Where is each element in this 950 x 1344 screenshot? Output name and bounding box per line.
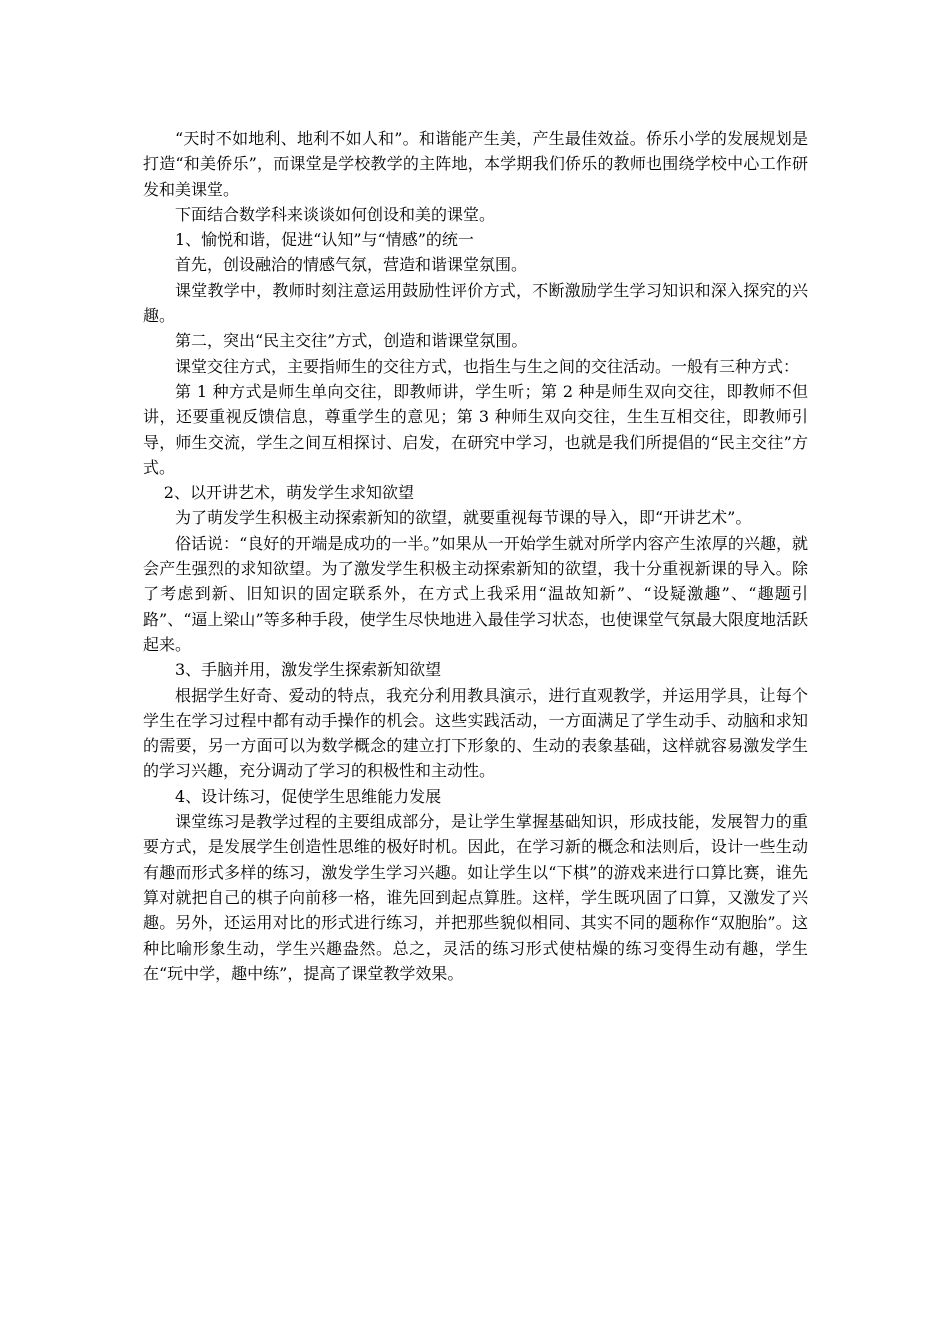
intro-transition: 下面结合数学科来谈谈如何创设和美的课堂。: [175, 204, 496, 224]
paragraph: 为了萌发学生积极主动探索新知的欲望，就要重视每节课的导入，即“开讲艺术”。: [175, 508, 752, 528]
paragraph: 课堂交往方式，主要指师生的交往方式，也指生与生之间的交往活动。一般有三种方式：: [175, 356, 800, 376]
section-heading-1: 1、愉悦和谐，促进“认知”与“情感”的统一: [175, 230, 474, 250]
paragraph: 课堂教学中，教师时刻注意运用鼓励性评价方式，不断激励学生学习知识和深入探究的兴趣。: [143, 280, 808, 326]
paragraph: 根据学生好奇、爱动的特点，我充分利用教具演示，进行直观教学，并运用学具，让每个学生在学习过程中都有动手操作的机会。这些实践活动，一方面满足了学生动手、动脑和求知的需要，另一方面可以为数学概念的建立打下形象的、生动的表象基础，这样就容易激发学生的学习兴趣，充分调动了学习的积极性和主动性。: [143, 685, 808, 781]
intro-paragraph: “天时不如地利、地利不如人和”。和谐能产生美，产生最佳效益。侨乐小学的发展规划是打造“和美侨乐”，而课堂是学校教学的主阵地，本学期我们侨乐的教师也围绕学校中心工作研发和美课堂。: [143, 129, 808, 199]
paragraph: 俗话说：“良好的开端是成功的一半。”如果从一开始学生就对所学内容产生浓厚的兴趣，就会产生强烈的求知欲望。为了激发学生积极主动探索新知的欲望，我十分重视新课的导入。除了考虑到新、旧知识的固定联系外，在方式上我采用“温故知新”、“设疑激趣”、“趣题引路”、“逼上梁山”等多种手段，使学生尽快地进入最佳学习状态，也使课堂气氛最大限度地活跃起来。: [143, 533, 808, 654]
section-heading-4: 4、设计练习，促使学生思维能力发展: [175, 786, 442, 806]
paragraph: 课堂练习是教学过程的主要组成部分，是让学生掌握基础知识，形成技能，发展智力的重要方式，是发展学生创造性思维的极好时机。因此，在学习新的概念和法则后，设计一些生动有趣而形式多样的练习，激发学生学习兴趣。如让学生以“下棋”的游戏来进行口算比赛，谁先算对就把自己的棋子向前移一格，谁先回到起点算胜。这样，学生既巩固了口算，又激发了兴趣。另外，还运用对比的形式进行练习，并把那些貌似相同、其实不同的题称作“双胞胎”。这种比喻形象生动，学生兴趣盎然。总之，灵活的练习形式使枯燥的练习变得生动有趣，学生在“玩中学，趣中练”，提高了课堂教学效果。: [143, 812, 808, 983]
paragraph: 第二，突出“民主交往”方式，创造和谐课堂氛围。: [175, 331, 528, 351]
paragraph: 第 1 种方式是师生单向交往，即教师讲，学生听；第 2 种是师生双向交往，即教师不但讲，还要重视反馈信息，尊重学生的意见；第 3 种师生双向交往，生生互相交往，即教师引导，师生交流，学生之间互相探讨、启发，在研究中学习，也就是我们所提倡的“民主交往”方式。: [143, 381, 808, 477]
section-heading-3: 3、手脑并用，激发学生探索新知欲望: [175, 660, 442, 680]
section-heading-2: 2、以开讲艺术，萌发学生求知欲望: [163, 483, 414, 503]
paragraph: 首先，创设融洽的情感气氛，营造和谐课堂氛围。: [175, 255, 528, 275]
document-body: [143, 126, 808, 986]
